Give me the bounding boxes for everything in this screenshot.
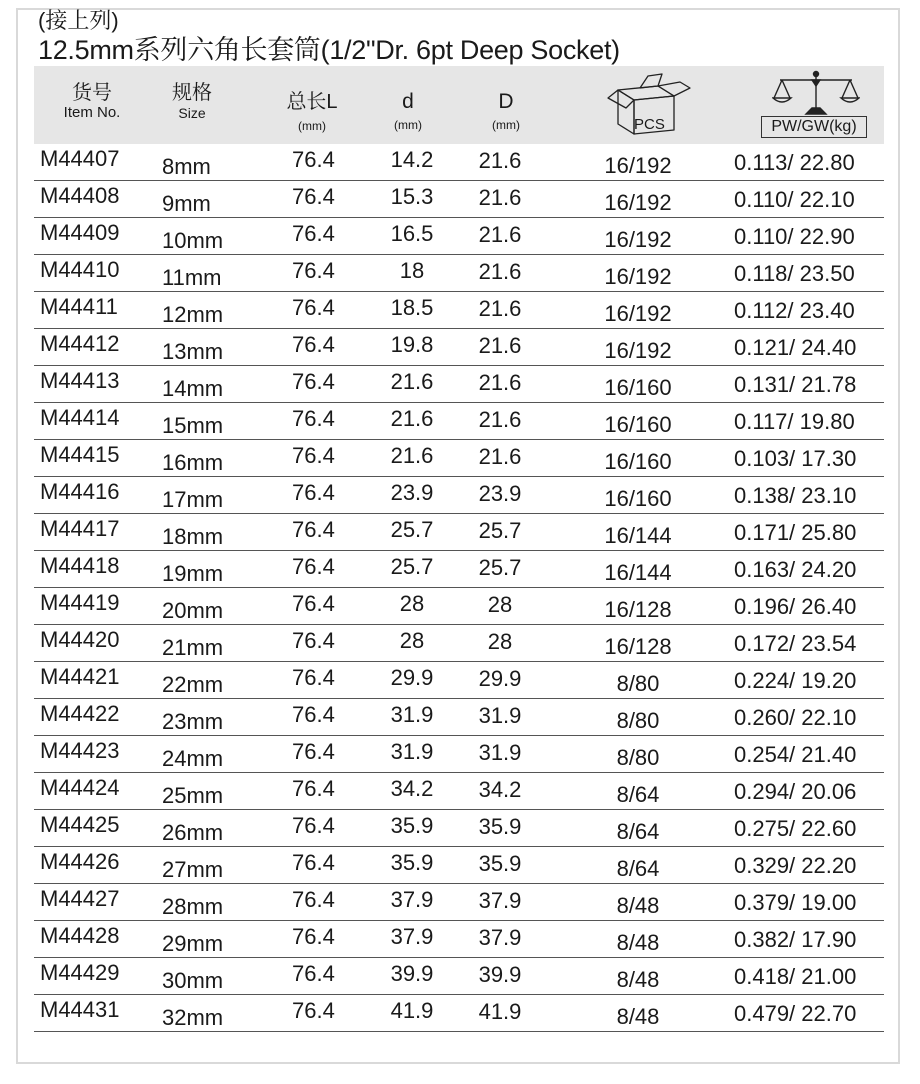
- D-cell: 31.9: [478, 740, 522, 765]
- header-weight: PW/GW(kg): [761, 116, 867, 138]
- item-no-cell: M44429: [40, 960, 120, 985]
- table-row: [34, 884, 884, 921]
- d-cell: 39.9: [390, 961, 434, 986]
- d-cell: 14.2: [390, 147, 434, 172]
- continued-label: (接上列): [38, 8, 119, 33]
- table-row: [34, 255, 884, 292]
- d-cell: 31.9: [390, 702, 434, 727]
- weight-cell: 0.172/ 23.54: [734, 631, 857, 656]
- weight-cell: 0.418/ 21.00: [734, 964, 857, 989]
- header-item-no-en: Item No.: [63, 104, 121, 121]
- D-cell: 37.9: [478, 888, 522, 913]
- pcs-cell: 16/192: [604, 264, 672, 289]
- header-d: [378, 90, 438, 132]
- size-cell: 16mm: [162, 450, 224, 475]
- size-cell: 20mm: [162, 598, 224, 623]
- length-cell: 76.4: [292, 998, 335, 1023]
- size-cell: 28mm: [162, 894, 224, 919]
- item-no-cell: M44415: [40, 442, 120, 467]
- item-no-cell: M44425: [40, 812, 120, 837]
- weight-cell: 0.138/ 23.10: [734, 483, 857, 508]
- D-cell: 23.9: [478, 481, 522, 506]
- pcs-cell: 16/160: [604, 412, 672, 437]
- d-cell: 21.6: [390, 443, 434, 468]
- header-size-cn: 规格: [172, 82, 212, 104]
- length-cell: 76.4: [292, 332, 335, 357]
- size-cell: 11mm: [162, 265, 222, 290]
- size-cell: 25mm: [162, 783, 224, 808]
- D-cell: 31.9: [478, 703, 522, 728]
- weight-cell: 0.479/ 22.70: [734, 1001, 857, 1026]
- item-no-cell: M44413: [40, 368, 120, 393]
- length-cell: 76.4: [292, 961, 335, 986]
- d-cell: 35.9: [390, 850, 434, 875]
- length-cell: 76.4: [292, 295, 335, 320]
- pcs-cell: 16/160: [604, 486, 672, 511]
- table-row: [34, 292, 884, 329]
- pcs-cell: 16/128: [604, 597, 672, 622]
- table-row: [34, 144, 884, 181]
- table-row: [34, 958, 884, 995]
- d-cell: 23.9: [390, 480, 434, 505]
- size-cell: 30mm: [162, 968, 224, 993]
- size-cell: 32mm: [162, 1005, 224, 1030]
- size-cell: 24mm: [162, 746, 224, 771]
- D-cell: 29.9: [478, 666, 522, 691]
- d-cell: 37.9: [390, 924, 434, 949]
- size-cell: 15mm: [162, 413, 224, 438]
- table-row: [34, 810, 884, 847]
- item-no-cell: M44407: [40, 146, 120, 171]
- item-no-cell: M44409: [40, 220, 120, 245]
- length-cell: 76.4: [292, 258, 335, 283]
- length-cell: 76.4: [292, 147, 335, 172]
- d-cell: 19.8: [390, 332, 434, 357]
- table-row: [34, 699, 884, 736]
- weight-cell: 0.112/ 23.40: [734, 298, 855, 323]
- item-no-cell: M44426: [40, 849, 120, 874]
- D-cell: 21.6: [478, 407, 522, 432]
- header-pcs: PCS: [634, 116, 665, 133]
- header-size: [152, 82, 232, 122]
- header-item-no-cn: 货号: [72, 82, 112, 104]
- table-row: [34, 329, 884, 366]
- size-cell: 18mm: [162, 524, 224, 549]
- length-cell: 76.4: [292, 924, 335, 949]
- table-row: [34, 588, 884, 625]
- pcs-cell: 16/192: [604, 153, 672, 178]
- D-cell: 21.6: [478, 444, 522, 469]
- weight-cell: 0.121/ 24.40: [734, 335, 857, 360]
- length-cell: 76.4: [292, 887, 335, 912]
- d-cell: 25.7: [390, 554, 434, 579]
- size-cell: 14mm: [162, 376, 224, 401]
- D-cell: 25.7: [478, 518, 522, 543]
- D-cell: 21.6: [478, 222, 522, 247]
- weight-cell: 0.103/ 17.30: [734, 446, 857, 471]
- header-size-en: Size: [178, 105, 206, 121]
- header-item-no: [42, 82, 142, 122]
- D-cell: 21.6: [478, 296, 522, 321]
- table-header: [34, 66, 884, 144]
- pcs-cell: 8/64: [616, 782, 660, 807]
- item-no-cell: M44427: [40, 886, 120, 911]
- weight-cell: 0.329/ 22.20: [734, 853, 857, 878]
- item-no-cell: M44421: [40, 664, 120, 689]
- length-cell: 76.4: [292, 184, 335, 209]
- length-cell: 76.4: [292, 702, 335, 727]
- length-cell: 76.4: [292, 776, 335, 801]
- length-cell: 76.4: [292, 591, 335, 616]
- length-cell: 76.4: [292, 480, 335, 505]
- item-no-cell: M44412: [40, 331, 120, 356]
- length-cell: 76.4: [292, 369, 335, 394]
- header-d-label: d: [402, 90, 414, 113]
- d-cell: 41.9: [390, 998, 434, 1023]
- item-no-cell: M44420: [40, 627, 120, 652]
- page-title: 12.5mm系列六角长套筒(1/2"Dr. 6pt Deep Socket): [38, 35, 620, 65]
- length-cell: 76.4: [292, 221, 335, 246]
- pcs-cell: 16/192: [604, 227, 672, 252]
- pcs-cell: 8/80: [616, 671, 660, 696]
- size-cell: 12mm: [162, 302, 224, 327]
- table-row: [34, 403, 884, 440]
- weight-cell: 0.196/ 26.40: [734, 594, 857, 619]
- D-cell: 21.6: [478, 185, 522, 210]
- pcs-cell: 8/48: [616, 967, 660, 992]
- weight-cell: 0.110/ 22.10: [734, 187, 855, 212]
- length-cell: 76.4: [292, 406, 335, 431]
- d-cell: 21.6: [390, 369, 434, 394]
- weight-cell: 0.171/ 25.80: [734, 520, 857, 545]
- pcs-cell: 16/144: [604, 523, 672, 548]
- weight-cell: 0.113/ 22.80: [734, 150, 855, 175]
- size-cell: 13mm: [162, 339, 224, 364]
- item-no-cell: M44410: [40, 257, 120, 282]
- pcs-cell: 16/144: [604, 560, 672, 585]
- table-row: [34, 921, 884, 958]
- length-cell: 76.4: [292, 554, 335, 579]
- table-row: [34, 366, 884, 403]
- weight-cell: 0.275/ 22.60: [734, 816, 857, 841]
- size-cell: 29mm: [162, 931, 224, 956]
- item-no-cell: M44408: [40, 183, 120, 208]
- table-row: [34, 181, 884, 218]
- D-cell: 21.6: [478, 370, 522, 395]
- pcs-cell: 8/48: [616, 1004, 660, 1029]
- weight-cell: 0.110/ 22.90: [734, 224, 855, 249]
- D-cell: 35.9: [478, 814, 522, 839]
- size-cell: 22mm: [162, 672, 224, 697]
- item-no-cell: M44423: [40, 738, 120, 763]
- table-row: [34, 218, 884, 255]
- table-row: [34, 625, 884, 662]
- item-no-cell: M44431: [40, 997, 120, 1022]
- d-cell: 25.7: [390, 517, 434, 542]
- table-row: [34, 736, 884, 773]
- d-cell: 31.9: [390, 739, 434, 764]
- item-no-cell: M44416: [40, 479, 120, 504]
- table-row: [34, 995, 884, 1032]
- size-cell: 9mm: [162, 191, 211, 216]
- header-D-label: D: [498, 90, 514, 113]
- pcs-cell: 8/80: [616, 708, 660, 733]
- d-cell: 21.6: [390, 406, 434, 431]
- length-cell: 76.4: [292, 665, 335, 690]
- d-cell: 16.5: [390, 221, 434, 246]
- table-row: [34, 662, 884, 699]
- D-cell: 28: [487, 629, 513, 654]
- pcs-cell: 8/48: [616, 893, 660, 918]
- weight-cell: 0.118/ 23.50: [734, 261, 855, 286]
- size-cell: 23mm: [162, 709, 224, 734]
- table-row: [34, 847, 884, 884]
- item-no-cell: M44428: [40, 923, 120, 948]
- scale-icon: [772, 68, 860, 116]
- length-cell: 76.4: [292, 517, 335, 542]
- table-row: [34, 551, 884, 588]
- d-cell: 35.9: [390, 813, 434, 838]
- length-cell: 76.4: [292, 850, 335, 875]
- d-cell: 34.2: [390, 776, 434, 801]
- D-cell: 34.2: [478, 777, 522, 802]
- pcs-cell: 16/160: [604, 449, 672, 474]
- header-length-unit: (mm): [298, 119, 326, 133]
- D-cell: 21.6: [478, 148, 522, 173]
- D-cell: 21.6: [478, 259, 522, 284]
- item-no-cell: M44419: [40, 590, 120, 615]
- weight-cell: 0.117/ 19.80: [734, 409, 855, 434]
- table-row: [34, 514, 884, 551]
- weight-cell: 0.224/ 19.20: [734, 668, 857, 693]
- size-cell: 19mm: [162, 561, 224, 586]
- pcs-cell: 8/48: [616, 930, 660, 955]
- pcs-cell: 8/64: [616, 819, 660, 844]
- d-cell: 29.9: [390, 665, 434, 690]
- data-table-body: [34, 144, 884, 1032]
- d-cell: 28: [399, 628, 425, 653]
- weight-cell: 0.379/ 19.00: [734, 890, 857, 915]
- weight-cell: 0.131/ 21.78: [734, 372, 857, 397]
- length-cell: 76.4: [292, 739, 335, 764]
- size-cell: 21mm: [162, 635, 224, 660]
- size-cell: 26mm: [162, 820, 224, 845]
- d-cell: 15.3: [390, 184, 434, 209]
- weight-cell: 0.254/ 21.40: [734, 742, 857, 767]
- header-length: [272, 91, 352, 133]
- D-cell: 21.6: [478, 333, 522, 358]
- length-cell: 76.4: [292, 813, 335, 838]
- size-cell: 27mm: [162, 857, 224, 882]
- item-no-cell: M44414: [40, 405, 120, 430]
- weight-cell: 0.294/ 20.06: [734, 779, 857, 804]
- pcs-cell: 16/128: [604, 634, 672, 659]
- weight-cell: 0.163/ 24.20: [734, 557, 857, 582]
- d-cell: 37.9: [390, 887, 434, 912]
- size-cell: 10mm: [162, 228, 224, 253]
- length-cell: 76.4: [292, 628, 335, 653]
- size-cell: 8mm: [162, 154, 211, 179]
- item-no-cell: M44417: [40, 516, 120, 541]
- pcs-cell: 16/192: [604, 338, 672, 363]
- D-cell: 35.9: [478, 851, 522, 876]
- header-d-unit: (mm): [394, 118, 422, 132]
- header-length-label: 总长L: [286, 91, 338, 113]
- item-no-cell: M44422: [40, 701, 120, 726]
- weight-cell: 0.382/ 17.90: [734, 927, 857, 952]
- item-no-cell: M44424: [40, 775, 120, 800]
- item-no-cell: M44418: [40, 553, 120, 578]
- table-row: [34, 773, 884, 810]
- D-cell: 28: [487, 592, 513, 617]
- length-cell: 76.4: [292, 443, 335, 468]
- table-row: [34, 440, 884, 477]
- D-cell: 37.9: [478, 925, 522, 950]
- D-cell: 25.7: [478, 555, 522, 580]
- weight-cell: 0.260/ 22.10: [734, 705, 857, 730]
- D-cell: 41.9: [478, 999, 522, 1024]
- header-D-unit: (mm): [492, 118, 520, 132]
- item-no-cell: M44411: [40, 294, 118, 319]
- pcs-cell: 16/160: [604, 375, 672, 400]
- d-cell: 18.5: [390, 295, 434, 320]
- pcs-cell: 8/80: [616, 745, 660, 770]
- size-cell: 17mm: [162, 487, 224, 512]
- pcs-cell: 16/192: [604, 190, 672, 215]
- pcs-cell: 16/192: [604, 301, 672, 326]
- d-cell: 18: [399, 258, 425, 283]
- D-cell: 39.9: [478, 962, 522, 987]
- table-row: [34, 477, 884, 514]
- d-cell: 28: [399, 591, 425, 616]
- pcs-cell: 8/64: [616, 856, 660, 881]
- header-D: [476, 90, 536, 132]
